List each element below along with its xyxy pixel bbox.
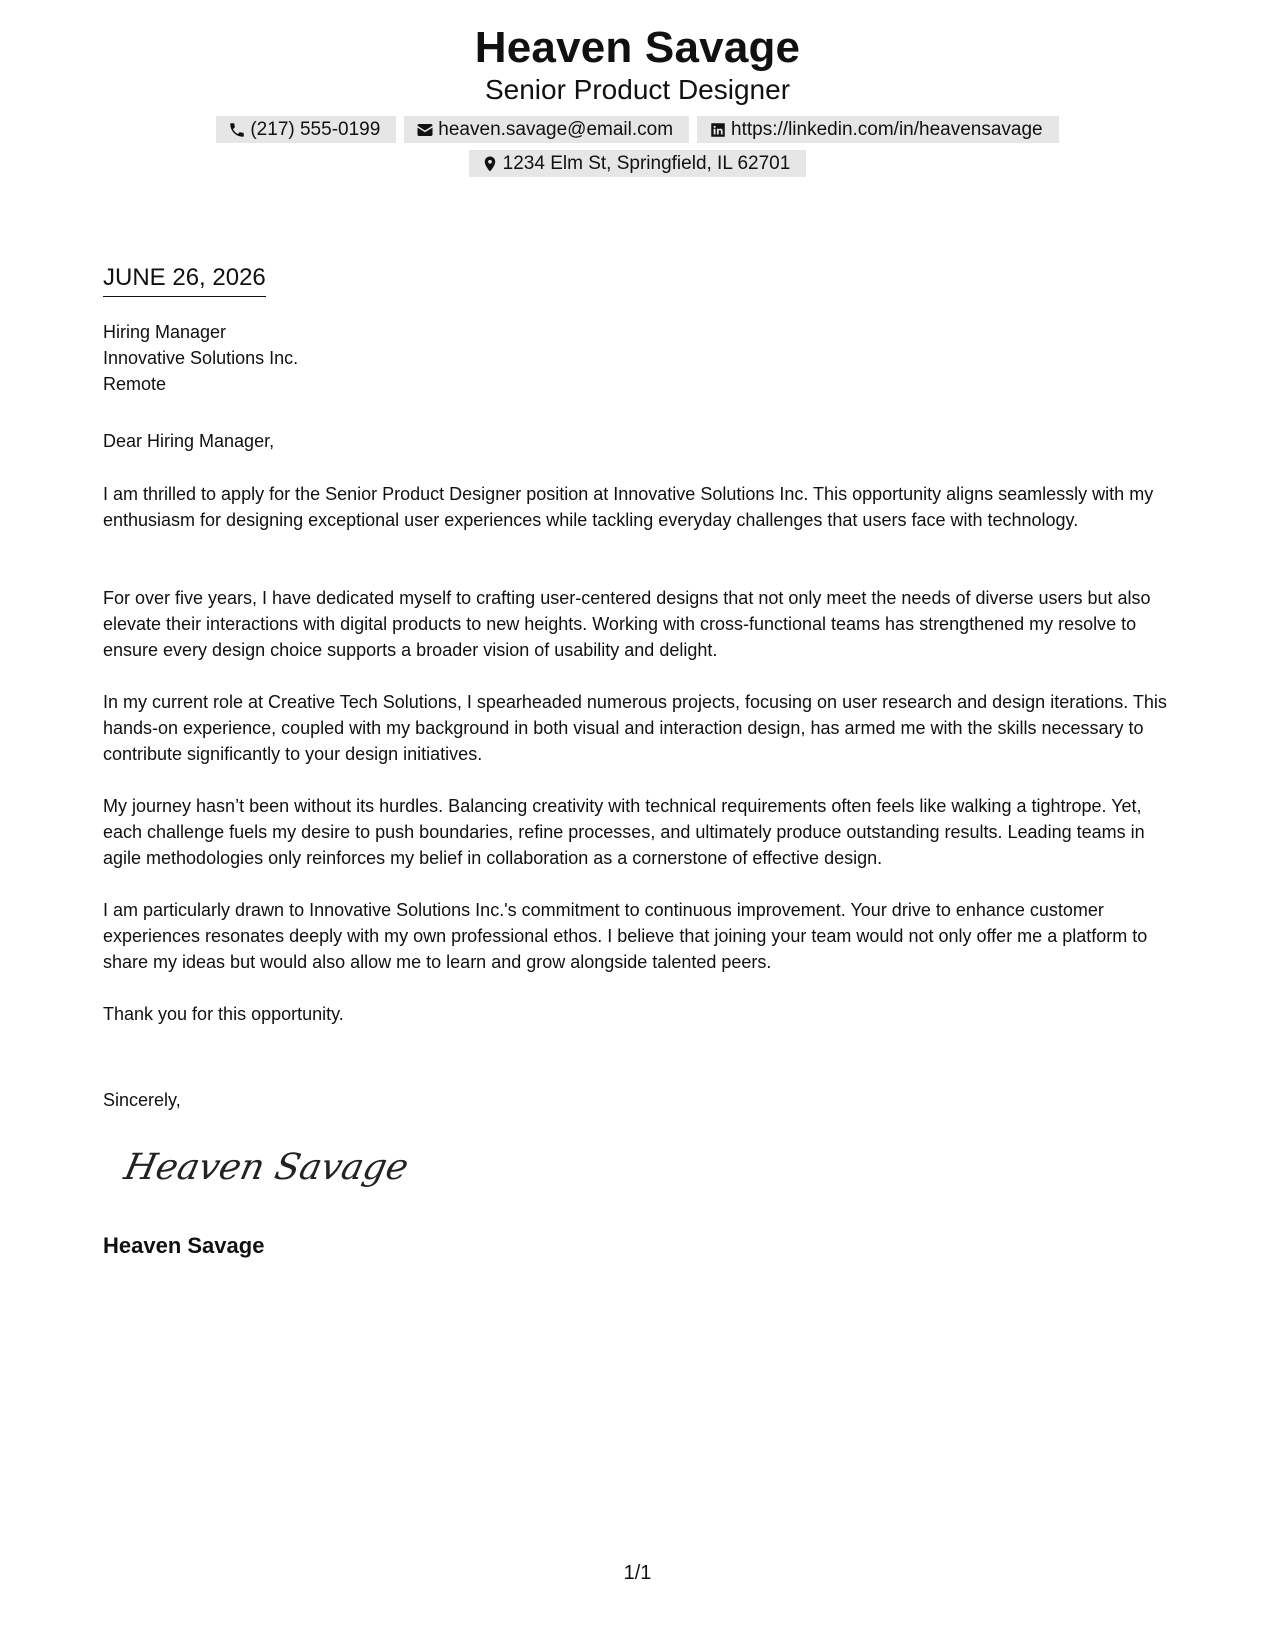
map-pin-icon [481,155,499,173]
recipient-company: Innovative Solutions Inc. [103,348,299,368]
signature-text: Heaven Savage [120,1145,413,1188]
salutation: Dear Hiring Manager, [103,431,275,451]
phone-icon [228,121,246,139]
signed-name: Heaven Savage [103,1233,265,1258]
applicant-name: Heaven Savage [474,23,801,72]
recipient-name: Hiring Manager [103,322,227,342]
body-paragraph-3: In my current role at Creative Tech Solutions, I spearheaded numerous projects, focusing on user research and design iterations. This hands-on experience, coupled with my background in both visual and interaction design, has armed me with the skills necessary to contribute significantly to your design initiatives. [103,692,1167,764]
recipient-location: Remote [103,374,167,394]
linkedin-chip [697,116,1059,143]
applicant-title: Senior Product Designer [484,74,791,105]
contact-row-2 [0,150,1275,177]
body-paragraph-6: Thank you for this opportunity. [103,1004,344,1024]
phone-chip [216,116,396,143]
email-chip [404,116,689,143]
envelope-icon [416,121,434,139]
contact-row [0,116,1275,143]
email-address: heaven.savage@email.com [438,119,674,140]
phone-number: (217) 555-0199 [250,119,381,140]
body-paragraph-5: I am particularly drawn to Innovative Solutions Inc.'s commitment to continuous improvement. Your drive to enhance customer experiences resonates deeply with my own professional ethos. I believe that joining your team would not only offer me a platform to share my ideas but would also allow me to learn and grow alongside talented peers. [103,900,1148,972]
mailing-address: 1234 Elm St, Springfield, IL 62701 [502,153,791,174]
body-paragraph-2: For over five years, I have dedicated myself to crafting user-centered designs that not only meet the needs of diverse users but also elevate their interactions with digital products to new heights. Working with cross-functional teams has strengthened my resolve to ensure every design choice supports a broader vision of usability and delight. [103,588,1151,660]
body-paragraph-4: My journey hasn’t been without its hurdles. Balancing creativity with technical requirements often feels like walking a tightrope. Yet, each challenge fuels my desire to push boundaries, refine processes, and ultimately produce outstanding results. Leading teams in agile methodologies only reinforces my belief in collaboration as a cornerstone of effective design. [103,796,1145,868]
page-number: 1/1 [623,1562,652,1584]
recipient-block [103,319,1178,397]
body-paragraph-1: I am thrilled to apply for the Senior Product Designer position at Innovative Solutions Inc. This opportunity aligns seamlessly with my enthusiasm for designing exceptional user experiences while tackling everyday challenges that users face with technology. [103,484,1154,530]
linkedin-icon [709,121,727,139]
letterhead [0,22,1275,177]
address-chip [469,150,807,177]
letter-date: JUNE 26, 2026 [103,262,266,297]
handwritten-signature [118,1135,413,1195]
closing: Sincerely, [103,1090,181,1110]
linkedin-url: https://linkedin.com/in/heavensavage [731,119,1043,140]
